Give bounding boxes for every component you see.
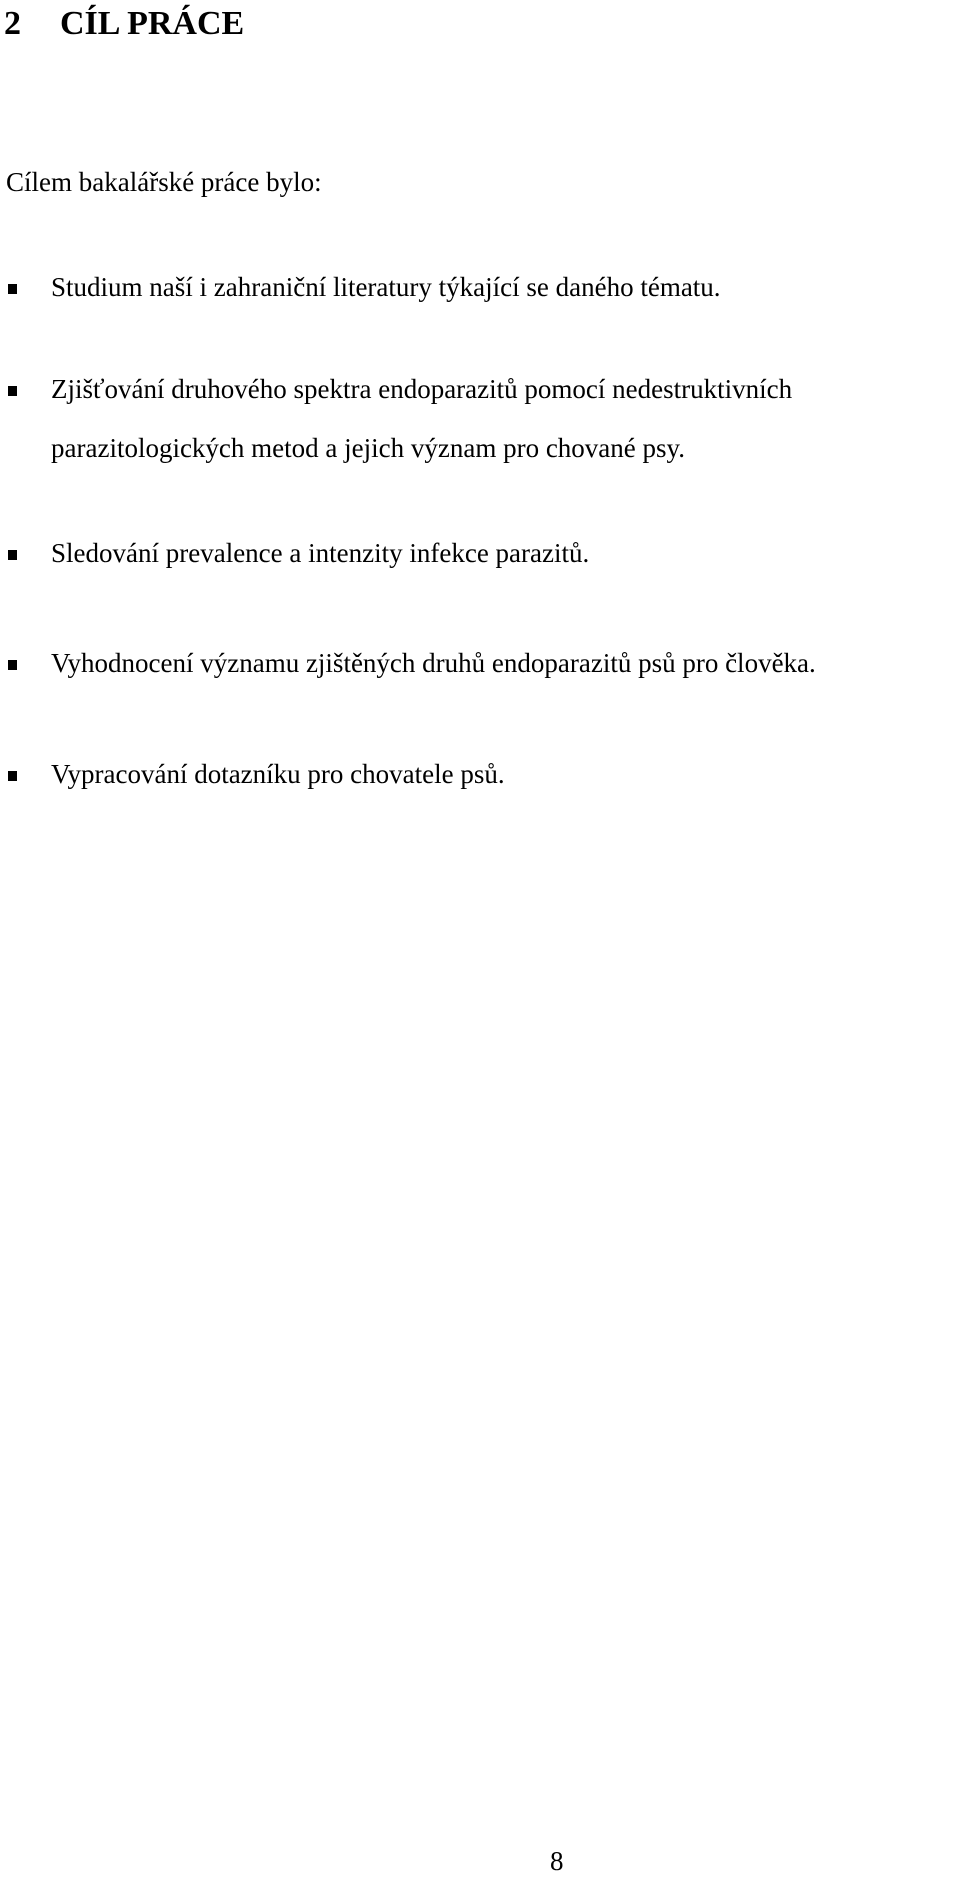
list-item-text [51, 745, 505, 804]
list-item-text [51, 634, 816, 693]
list-item-line: Vypracování dotazníku pro chovatele psů. [51, 759, 505, 789]
list-item-line: Sledování prevalence a intenzity infekce parazitů. [51, 538, 590, 568]
intro-paragraph: Cílem bakalářské práce bylo: [6, 167, 322, 197]
square-bullet-icon [8, 284, 17, 294]
page-number: 8 [550, 1846, 564, 1876]
square-bullet-icon [8, 771, 17, 781]
square-bullet-icon [8, 660, 17, 670]
list-item-text [51, 258, 721, 317]
list-item-line: Vyhodnocení významu zjištěných druhů endoparazitů psů pro člověka. [51, 648, 816, 678]
square-bullet-icon [8, 386, 17, 396]
chapter-heading [4, 2, 244, 46]
list-item-line: parazitologických metod a jejich význam pro chované psy. [51, 433, 686, 463]
list-item-text [51, 524, 589, 583]
list-item-line: Zjišťování druhového spektra endoparazitů pomocí nedestruktivních [51, 374, 793, 404]
list-item-line: Studium naší i zahraniční literatury týkající se daného tématu. [51, 272, 721, 302]
square-bullet-icon [8, 550, 17, 560]
chapter-number: 2 [4, 5, 21, 42]
list-item-text [51, 360, 792, 478]
chapter-title: CÍL PRÁCE [60, 5, 245, 42]
